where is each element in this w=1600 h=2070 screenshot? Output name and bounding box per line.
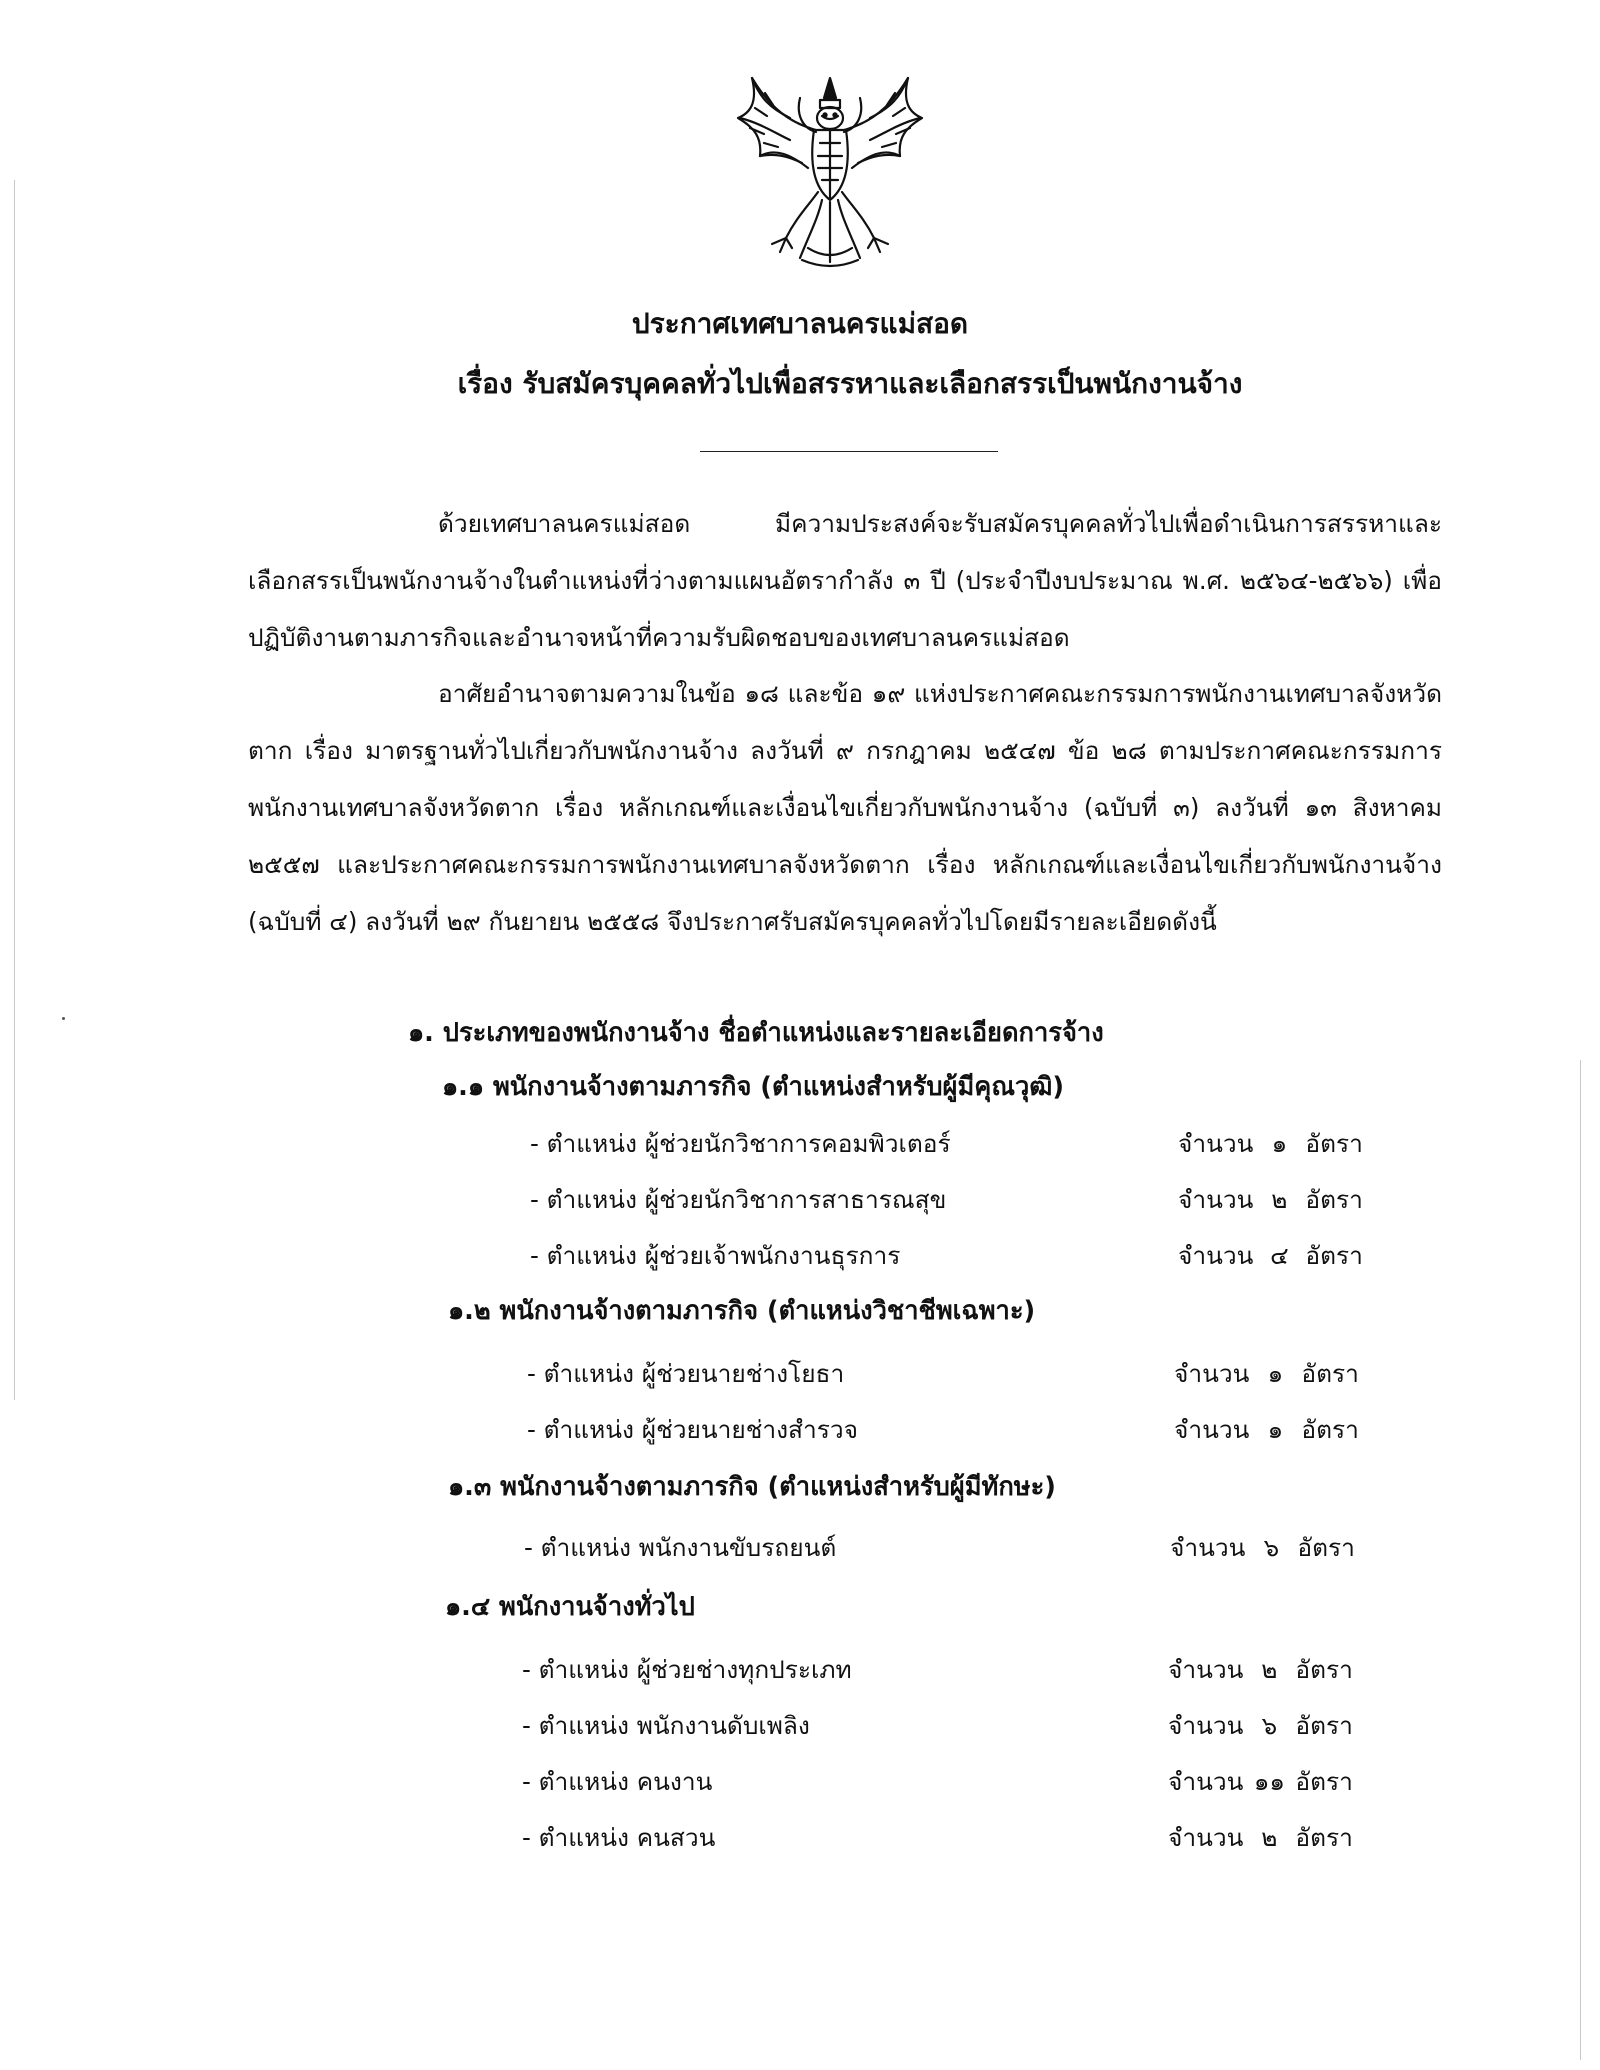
position-label: - ตำแหน่ง พนักงานขับรถยนต์ (524, 1533, 837, 1562)
count-value: ๒ (1261, 1655, 1278, 1684)
position-count (1168, 1646, 1353, 1694)
rate-word: อัตรา (1301, 1415, 1359, 1444)
paragraph-authority: อาศัยอำนาจตามความในข้อ ๑๘ และข้อ ๑๙ แห่งประกาศคณะกรรมการพนักงานเทศบาลจังหวัดตาก เรื่อง มาตรฐานทั่วไปเกี่ยวกับพนักงานจ้าง ลงวันที่ ๙ กรกฎาคม ๒๕๔๗ ข้อ ๒๘ ตามประกาศคณะกรรมการพนักงานเทศบาลจังหวัดตาก เรื่อง หลักเกณฑ์และเงื่อนไขเกี่ยวกับพนักงานจ้าง (ฉบับที่ ๓) ลงวันที่ ๑๓ สิงหาคม ๒๕๕๗ และประกาศคณะกรรมการพนักงานเทศบาลจังหวัดตาก เรื่อง หลักเกณฑ์และเงื่อนไขเกี่ยวกับพนักงานจ้าง (ฉบับที่ ๔) ลงวันที่ ๒๙ กันยายน ๒๕๕๘ จึงประกาศรับสมัครบุคคลทั่วไปโดยมีรายละเอียดดังนี้ (248, 679, 1442, 936)
count-value: ๑ (1267, 1359, 1284, 1388)
position-label: - ตำแหน่ง ผู้ช่วยนักวิชาการคอมพิวเตอร์ (530, 1129, 951, 1158)
count-word: จำนวน (1170, 1533, 1246, 1562)
position-label: - ตำแหน่ง คนงาน (522, 1767, 713, 1796)
count-word: จำนวน (1168, 1823, 1244, 1852)
subsection-1-3-heading: ๑.๓ พนักงานจ้างตามภารกิจ (ตำแหน่งสำหรับผู้มีทักษะ) (448, 1472, 1056, 1502)
list-item (0, 1120, 1600, 1168)
rate-word: อัตรา (1295, 1711, 1353, 1740)
position-count (1168, 1758, 1353, 1806)
count-value: ๖ (1261, 1711, 1278, 1740)
subsection-1-2-heading: ๑.๒ พนักงานจ้างตามภารกิจ (ตำแหน่งวิชาชีพเฉพาะ) (448, 1296, 1036, 1326)
position-label: - ตำแหน่ง ผู้ช่วยช่างทุกประเภท (522, 1655, 852, 1684)
count-word: จำนวน (1168, 1655, 1244, 1684)
scan-speck (62, 1017, 65, 1020)
document-subject: เรื่อง รับสมัครบุคคลทั่วไปเพื่อสรรหาและเลือกสรรเป็นพนักงานจ้าง (457, 367, 1243, 400)
title-divider (700, 451, 998, 452)
list-item (0, 1758, 1600, 1806)
list-item (0, 1176, 1600, 1224)
count-word: จำนวน (1174, 1359, 1250, 1388)
list-item (0, 1350, 1600, 1398)
subsection-1-4-heading: ๑.๔ พนักงานจ้างทั่วไป (445, 1592, 695, 1622)
list-item (0, 1406, 1600, 1454)
position-label: - ตำแหน่ง ผู้ช่วยนักวิชาการสาธารณสุข (530, 1185, 947, 1214)
garuda-emblem-icon (730, 68, 930, 273)
count-value: ๒ (1271, 1185, 1288, 1214)
rate-word: อัตรา (1305, 1241, 1363, 1270)
rate-word: อัตรา (1295, 1655, 1353, 1684)
rate-word: อัตรา (1305, 1185, 1363, 1214)
count-word: จำนวน (1168, 1767, 1244, 1796)
position-label: - ตำแหน่ง ผู้ช่วยเจ้าพนักงานธุรการ (530, 1241, 901, 1270)
position-count (1168, 1814, 1353, 1862)
section-1-heading: ๑. ประเภทของพนักงานจ้าง ชื่อตำแหน่งและรายละเอียดการจ้าง (408, 1018, 1104, 1048)
count-value: ๖ (1263, 1533, 1280, 1562)
rate-word: อัตรา (1295, 1767, 1353, 1796)
document-title: ประกาศเทศบาลนครแม่สอด (631, 307, 969, 340)
position-count (1174, 1350, 1359, 1398)
count-value: ๑๑ (1253, 1767, 1285, 1796)
count-value: ๒ (1261, 1823, 1278, 1852)
list-item (0, 1646, 1600, 1694)
count-value: ๔ (1270, 1241, 1289, 1270)
count-word: จำนวน (1168, 1711, 1244, 1740)
rate-word: อัตรา (1301, 1359, 1359, 1388)
subsection-1-1-heading: ๑.๑ พนักงานจ้างตามภารกิจ (ตำแหน่งสำหรับผู้มีคุณวุฒิ) (442, 1072, 1065, 1102)
count-word: จำนวน (1178, 1241, 1254, 1270)
position-count (1174, 1406, 1359, 1454)
paragraph-intro: ด้วยเทศบาลนครแม่สอด มีความประสงค์จะรับสมัครบุคคลทั่วไปเพื่อดำเนินการสรรหาและเลือกสรรเป็นพนักงานจ้างในตำแหน่งที่ว่างตามแผนอัตรากำลัง ๓ ปี (ประจำปีงบประมาณ พ.ศ. ๒๕๖๔-๒๕๖๖) เพื่อปฏิบัติงานตามภารกิจและอำนาจหน้าที่ความรับผิดชอบของเทศบาลนครแม่สอด (248, 509, 1442, 652)
list-item (0, 1702, 1600, 1750)
position-count (1168, 1702, 1353, 1750)
count-word: จำนวน (1174, 1415, 1250, 1444)
position-count (1178, 1232, 1363, 1280)
count-value: ๑ (1267, 1415, 1284, 1444)
position-count (1178, 1176, 1363, 1224)
rate-word: อัตรา (1305, 1129, 1363, 1158)
position-label: - ตำแหน่ง ผู้ช่วยนายช่างโยธา (527, 1359, 845, 1388)
count-word: จำนวน (1178, 1185, 1254, 1214)
position-label: - ตำแหน่ง ผู้ช่วยนายช่างสำรวจ (527, 1415, 859, 1444)
count-word: จำนวน (1178, 1129, 1254, 1158)
position-label: - ตำแหน่ง คนสวน (522, 1823, 716, 1852)
list-item (0, 1814, 1600, 1862)
rate-word: อัตรา (1295, 1823, 1353, 1852)
count-value: ๑ (1271, 1129, 1288, 1158)
position-count (1170, 1524, 1355, 1572)
list-item (0, 1232, 1600, 1280)
position-label: - ตำแหน่ง พนักงานดับเพลิง (522, 1711, 810, 1740)
rate-word: อัตรา (1297, 1533, 1355, 1562)
list-item (0, 1524, 1600, 1572)
position-count (1178, 1120, 1363, 1168)
